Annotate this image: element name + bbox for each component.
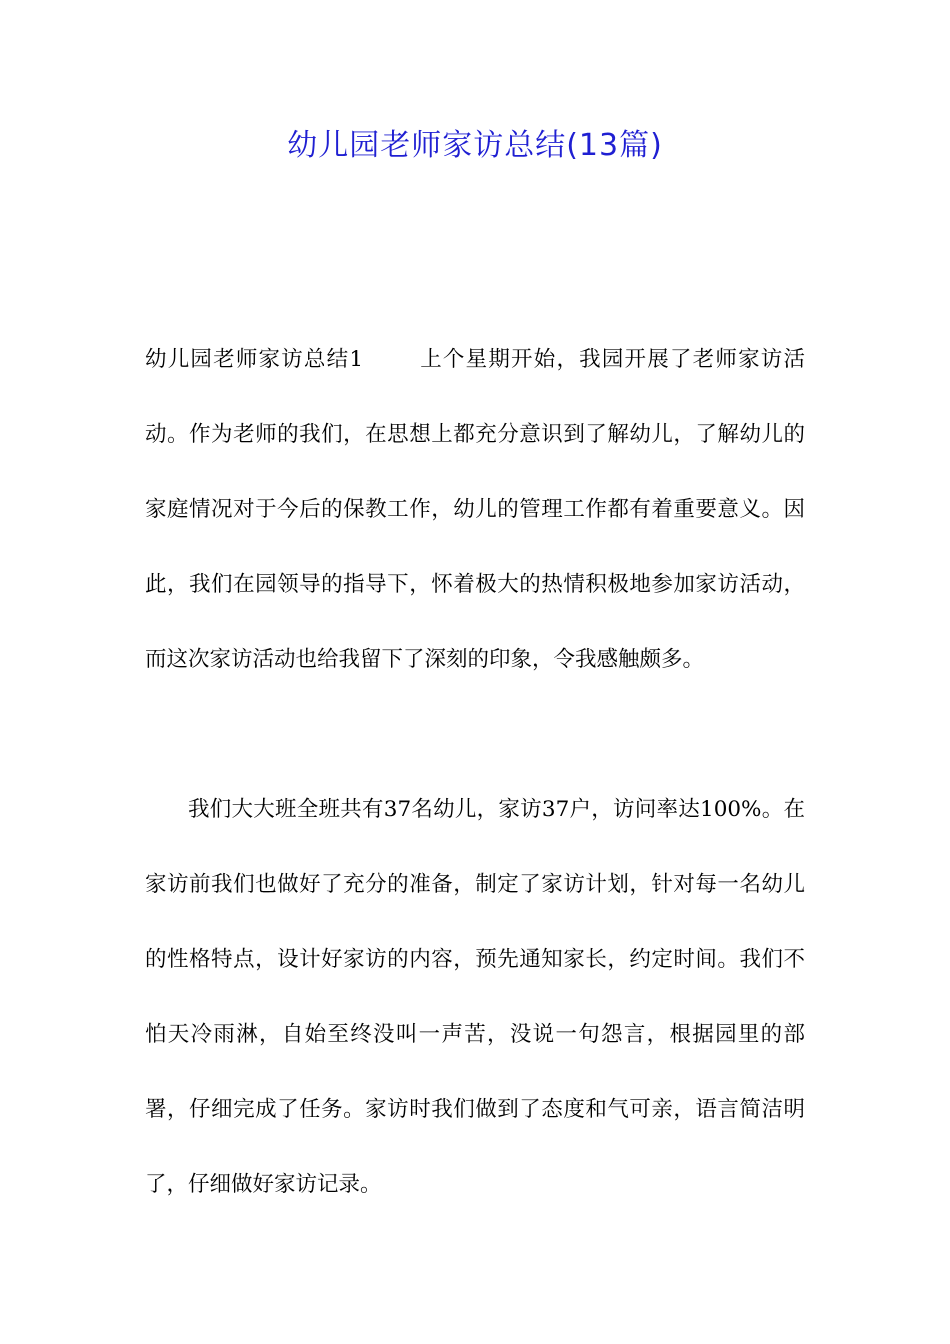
paragraph-2 bbox=[145, 772, 805, 1222]
paragraph-1-text: 上个星期开始，我园开展了老师家访活动。作为老师的我们，在思想上都充分意识到了解幼儿，了解幼儿的家庭情况对于今后的保教工作，幼儿的管理工作都有着重要意义。因此，我们在园领导的指导下，怀着极大的热情积极地参加家访活动，而这次家访活动也给我留下了深刻的印象，令我感触颇多。 bbox=[145, 347, 805, 672]
paragraph-2-text: 我们大大班全班共有37名幼儿，家访37户，访问率达100%。在家访前我们也做好了充分的准备，制定了家访计划，针对每一名幼儿的性格特点，设计好家访的内容，预先通知家长，约定时间。我们不怕天冷雨淋，自始至终没叫一声苦，没说一句怨言，根据园里的部署，仔细完成了任务。家访时我们做到了态度和气可亲，语言简洁明了，仔细做好家访记录。 bbox=[145, 797, 805, 1197]
paragraph-1 bbox=[145, 322, 805, 697]
section-heading: 幼儿园老师家访总结1 bbox=[145, 347, 364, 372]
document-title: 幼儿园老师家访总结(13篇) bbox=[287, 128, 663, 163]
